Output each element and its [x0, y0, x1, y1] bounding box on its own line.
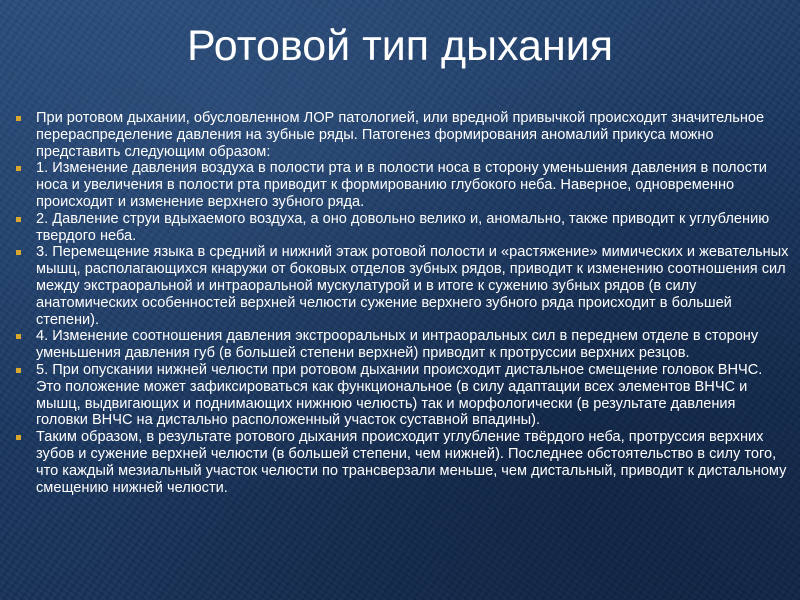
- bullet-list: [14, 110, 790, 496]
- paragraph-text: Таким образом, в результате ротового дыхания происходит углубление твёрдого неба, протруссия верхних зубов и сужение верхней челюсти (в большей степени, чем нижней). Последнее обстоятельство в силу того, что каждый мезиальный участок челюсти по трансверзали меньше, чем дистальный, приводит к дистальному смещению нижней челюсти.: [36, 429, 787, 496]
- paragraph-text: 4. Изменение соотношения давления экстрооральных и интраоральных сил в переднем отделе в сторону уменьшения давления губ (в большей степени верхней) приводит к протруссии верхних резцов.: [36, 328, 759, 362]
- square-bullet-icon: [16, 116, 21, 121]
- square-bullet-icon: [16, 435, 21, 440]
- square-bullet-icon: [16, 250, 21, 255]
- bullet-paragraph-4: [14, 328, 790, 362]
- paragraph-text: 5. При опускании нижней челюсти при ротовом дыхании происходит дистальное смещение головок ВНЧС. Это положение может зафиксироваться как функциональное (в силу адаптации всех элементов ВНЧС и мышц, выдвигающих и поднимающих нижнюю челюсть) так и морфологически (в результате давления головки ВНЧС на дистально расположенный участок суставной впадины).: [36, 361, 763, 429]
- paragraph-text: 3. Перемещение языка в средний и нижний этаж ротовой полости и «растяжение» мимических и жевательных мышц, располагающихся кнаружи от боковых отделов зубных рядов, приводит к изменению соотношения сил между экстраоральной и интраоральной мускулатурой и в итоге к сужению зубных рядов (в силу анатомических особенностей верхней челюсти сужение верхнего зубного ряда происходит в большей степени).: [36, 244, 789, 328]
- bullet-paragraph-2: [14, 211, 790, 245]
- paragraph-text: 2. Давление струи вдыхаемого воздуха, а оно довольно велико и, аномально, также приводит к углублению твердого неба.: [36, 210, 770, 244]
- bullet-paragraph-conclusion: [14, 429, 790, 496]
- bullet-paragraph-3: [14, 244, 790, 328]
- square-bullet-icon: [16, 166, 21, 171]
- bullet-paragraph-1: [14, 160, 790, 210]
- square-bullet-icon: [16, 368, 21, 373]
- bullet-paragraph-intro: [14, 110, 790, 160]
- paragraph-text: 1. Изменение давления воздуха в полости рта и в полости носа в сторону уменьшения давления в полости носа и увеличения в полости рта приводит к формированию глубокого неба. Наверное, одновременно происходит и изменение верхнего зубного ряда.: [36, 160, 767, 210]
- bullet-paragraph-5: [14, 362, 790, 429]
- slide-title: Ротовой тип дыхания: [186, 22, 614, 70]
- square-bullet-icon: [16, 334, 21, 339]
- paragraph-text: При ротовом дыхании, обусловленном ЛОР патологией, или вредной привычкой происходит значительное перераспределение давления на зубные ряды. Патогенез формирования аномалий прикуса можно представить следующим образом:: [36, 110, 765, 160]
- square-bullet-icon: [16, 217, 21, 222]
